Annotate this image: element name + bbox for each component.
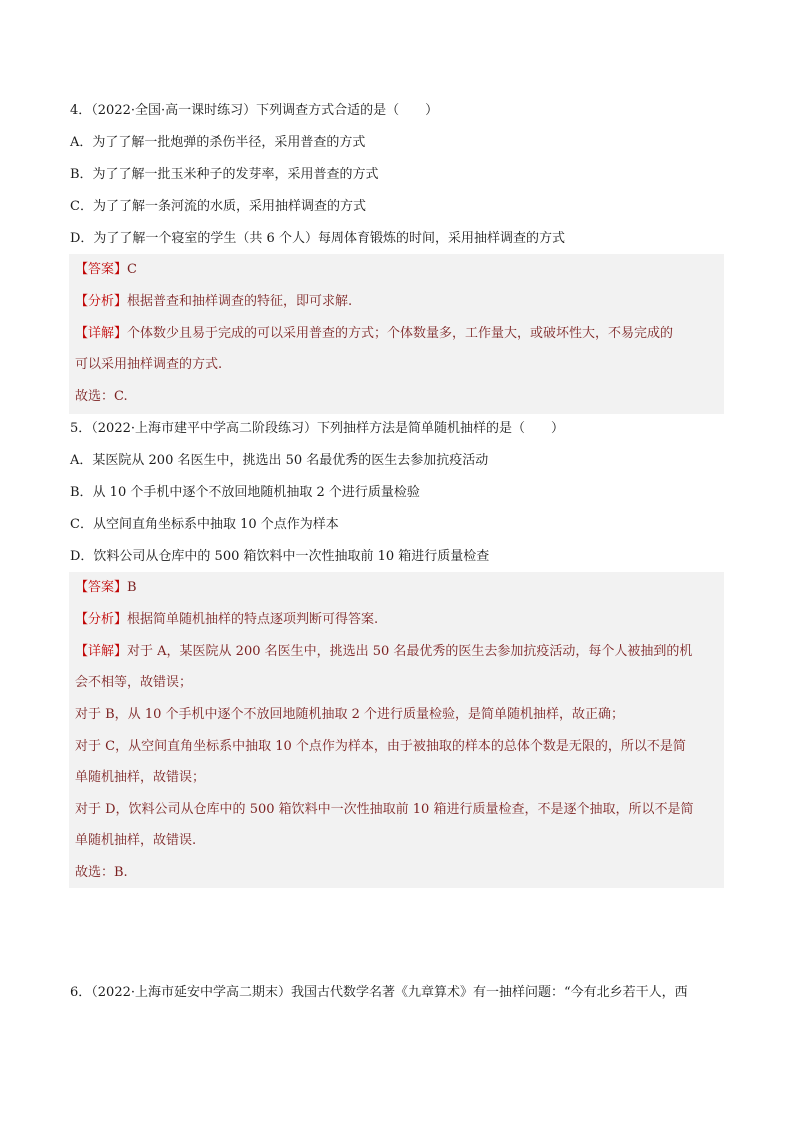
answer-value: C	[127, 262, 137, 277]
analysis-tag: 【分析】	[75, 294, 128, 309]
q6-stem: 6．（2022·上海市延安中学高二期末）我国古代数学名著《九章算术》有一抽样问题：“今有北乡若干人，西	[70, 985, 688, 1000]
q4-analysis	[75, 292, 352, 312]
q4-option-c: C．为了了解一条河流的水质，采用抽样调查的方式	[70, 199, 366, 214]
q5-option-b: B．从 10 个手机中逐个不放回地随机抽取 2 个进行质量检验	[70, 485, 420, 500]
analysis-tag: 【分析】	[75, 612, 128, 627]
q4-stem: 4．（2022·全国·高一课时练习）下列调查方式合适的是（ ）	[70, 103, 439, 118]
q5-detail-line-7: 单随机抽样，故错误.	[75, 833, 197, 848]
q4-detail-line-2: 可以采用抽样调查的方式.	[75, 357, 223, 372]
q5-option-d: D．饮料公司从仓库中的 500 箱饮料中一次性抽取前 10 箱进行质量检查	[70, 549, 490, 564]
analysis-text: 根据简单随机抽样的特点逐项判断可得答案.	[127, 612, 379, 627]
q5-solution-box	[69, 572, 724, 888]
q5-detail-line-1	[75, 642, 692, 662]
detail-tag: 【详解】	[75, 326, 128, 341]
q4-option-b: B．为了了解一批玉米种子的发芽率，采用普查的方式	[70, 167, 379, 182]
q5-analysis	[75, 610, 378, 630]
detail-tag: 【详解】	[75, 644, 128, 659]
q4-solution-box	[69, 254, 724, 414]
q5-stem: 5．（2022·上海市建平中学高二阶段练习）下列抽样方法是简单随机抽样的是（ ）	[70, 421, 564, 436]
detail-text: 个体数少且易于完成的可以采用普查的方式；个体数量多，工作量大，或破坏性大，不易完成的	[127, 326, 674, 341]
q5-conclusion: 故选：B.	[75, 865, 128, 880]
q5-detail-line-4: 对于 C，从空间直角坐标系中抽取 10 个点作为样本，由于被抽取的样本的总体个数是无限的，所以不是简	[75, 739, 686, 754]
q5-detail-line-2: 会不相等，故错误；	[75, 675, 193, 690]
answer-tag: 【答案】	[75, 262, 128, 277]
answer-tag: 【答案】	[75, 580, 128, 595]
q5-detail-line-6: 对于 D，饮料公司从仓库中的 500 箱饮料中一次性抽取前 10 箱进行质量检查，不是逐个抽取，所以不是简	[75, 802, 694, 817]
detail-text: 对于 A，某医院从 200 名医生中，挑选出 50 名最优秀的医生去参加抗疫活动，每个人被抽到的机	[127, 644, 693, 659]
q5-detail-line-3: 对于 B，从 10 个手机中逐个不放回地随机抽取 2 个进行质量检验，是简单随机抽样，故正确；	[75, 707, 625, 722]
q4-answer	[75, 260, 137, 280]
q4-conclusion: 故选：C.	[75, 389, 128, 404]
q4-option-a: A．为了了解一批炮弹的杀伤半径，采用普查的方式	[70, 135, 366, 150]
q5-option-c: C．从空间直角坐标系中抽取 10 个点作为样本	[70, 517, 339, 532]
q5-detail-line-5: 单随机抽样，故错误；	[75, 770, 206, 785]
analysis-text: 根据普查和抽样调查的特征，即可求解.	[127, 294, 353, 309]
answer-value: B	[127, 580, 137, 595]
q5-option-a: A．某医院从 200 名医生中，挑选出 50 名最优秀的医生去参加抗疫活动	[70, 453, 489, 468]
q4-option-d: D．为了了解一个寝室的学生（共 6 个人）每周体育锻炼的时间，采用抽样调查的方式	[70, 231, 565, 246]
q5-answer	[75, 578, 137, 598]
q4-detail-line-1	[75, 324, 673, 344]
